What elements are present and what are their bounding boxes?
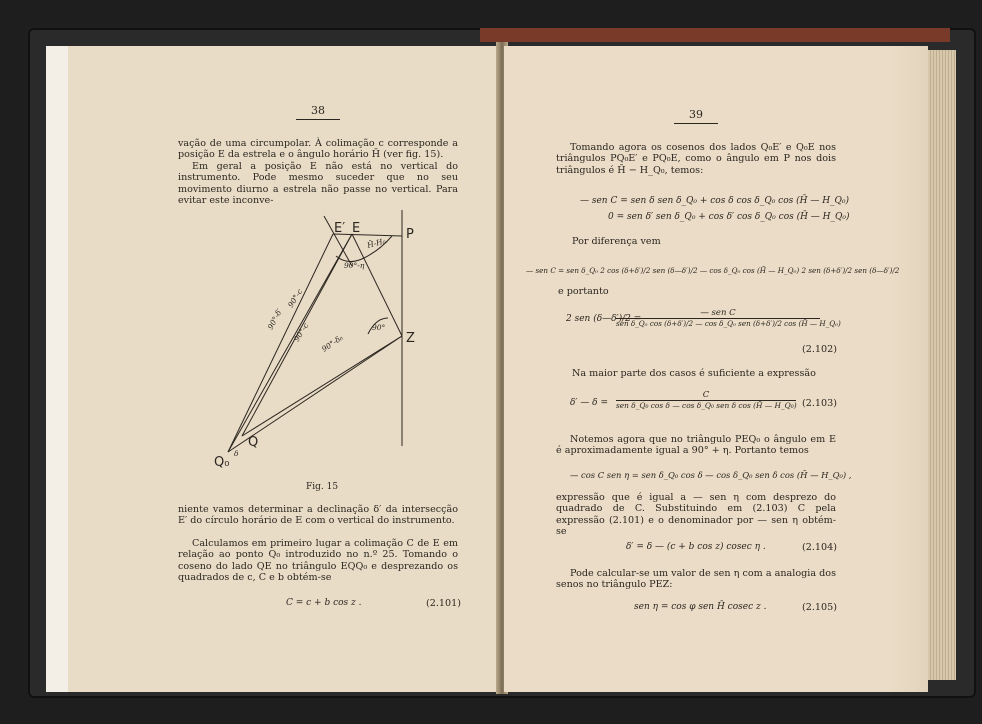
equation-2105-number: (2.105)	[802, 602, 837, 613]
label-eta: 90°-η	[344, 261, 365, 270]
para-maior-parte: Na maior parte dos casos é suficiente a expressão	[572, 368, 816, 379]
equation-2104: δ′ = δ — (c + b cos z) cosec η .	[626, 542, 766, 552]
label-h: H̄-H₀	[366, 236, 387, 250]
figure-15	[206, 206, 436, 476]
label-Q: Q	[248, 435, 259, 450]
label-E: E	[352, 221, 361, 236]
label-arc2: 90°-c	[286, 287, 305, 310]
equation-eta: — cos C sen η = sen δ_Q₀ cos δ — cos δ_Q₀ sen δ cos (H̄ — H_Q₀) ,	[570, 470, 852, 480]
label-arc3: 90°-c	[292, 321, 311, 344]
equation-2102-fraction	[616, 308, 841, 328]
right-page	[504, 46, 928, 692]
book-spine-edge	[480, 28, 950, 42]
equation-2102-numerator: — sen C	[616, 308, 820, 319]
equation-2103-numerator: C	[616, 390, 796, 401]
equation-2101-number: (2.101)	[426, 598, 461, 609]
equation-2103-denominator: sen δ_Q₀ cos δ — cos δ_Q₀ sen δ cos (H̄ — H_Q₀)	[616, 401, 797, 410]
por-diferenca: Por diferença vem	[572, 236, 661, 247]
label-P: P	[406, 227, 414, 242]
label-arc4: 90°-δ₀	[320, 333, 345, 354]
equation-cos-b: 0 = sen δ′ sen δ_Q₀ + cos δ′ cos δ_Q₀ cos (H̄ — H_Q₀)	[608, 212, 850, 222]
page-number-39: 39	[666, 108, 726, 124]
equation-difference: — sen C = sen δ_Q₀ 2 cos (δ+δ′)/2 sen (δ—δ′)/2 — cos δ_Q₀ cos (H̄ — H_Q₀) 2 sen (δ+δ′)/2 sen (δ—δ′)/2	[526, 266, 900, 275]
label-angle-90: 90°	[372, 323, 386, 332]
left-paragraph-2: Em geral a posição E não está no vertical do instrumento. Pode mesmo suceder que no seu movimento diurno a estrela não passe no vertical. Para evitar este inconve-	[178, 161, 458, 207]
equation-2103-number: (2.103)	[802, 398, 837, 409]
left-page	[46, 46, 498, 692]
page-number-38: 38	[288, 104, 348, 120]
label-delta: δ	[234, 449, 239, 458]
label-Z: Z	[406, 331, 415, 346]
e-portanto: e portanto	[558, 286, 609, 297]
left-paragraph-4: Calculamos em primeiro lugar a colimação C de E em relação ao ponto Q₀ introduzido no n.º 25. Tomando o coseno do lado QE no triângulo EQQ₀ e desprezando os quadrados de c, C e b obtém-se	[178, 538, 458, 584]
equation-2102-denominator: sen δ_Q₀ cos (δ+δ′)/2 — cos δ_Q₀ sen (δ+δ′)/2 cos (H̄ — H_Q₀)	[616, 319, 841, 328]
figure-caption: Fig. 15	[306, 482, 339, 492]
right-paragraph-expressao: expressão que é igual a — sen η com desprezo do quadrado de C. Substituindo em (2.103) C pela expressão (2.101) e o denominador por — sen η obtém-se	[556, 492, 836, 538]
equation-2103-fraction	[616, 390, 796, 410]
right-paragraph-notemos: Notemos agora que no triângulo PEQ₀ o ângulo em E é aproximadamente igual a 90° + η. Portanto temos	[556, 434, 836, 457]
equation-2104-number: (2.104)	[802, 542, 837, 553]
equation-2105: sen η = cos φ sen H̄ cosec z .	[634, 602, 767, 612]
equation-2103-lhs: δ′ — δ =	[570, 398, 609, 408]
right-paragraph-1: Tomando agora os cosenos dos lados Q₀E′ e Q₀E nos triângulos PQ₀E′ e PQ₀E, como o ângulo em P nos dois triângulos é H̄ − H_Q₀, temos:	[556, 142, 836, 176]
label-arc1: 90°-δ′	[265, 307, 285, 331]
right-paragraph-pode: Pode calcular-se um valor de sen η com a analogia dos senos no triângulo PEZ:	[556, 568, 836, 591]
left-paragraph-1: vação de uma circumpolar. À colimação c corresponde a posição E da estrela e o ângulo horário H̄ (ver fig. 15).	[178, 138, 458, 161]
left-paragraph-3: niente vamos determinar a declinação δ′ da intersecção E′ do círculo horário de E com o vertical do instrumento.	[178, 504, 458, 527]
label-E-prime: E′	[334, 221, 346, 236]
page-block-edge	[928, 50, 956, 680]
equation-2102-number: (2.102)	[802, 344, 837, 355]
label-Q0: Q₀	[214, 455, 230, 470]
equation-cos-a: — sen C = sen δ sen δ_Q₀ + cos δ cos δ_Q₀ cos (H̄ — H_Q₀)	[580, 196, 850, 206]
equation-2102-lhs: 2 sen (δ—δ′)/2 =	[566, 314, 642, 324]
equation-2101: C = c + b cos z .	[286, 598, 362, 608]
